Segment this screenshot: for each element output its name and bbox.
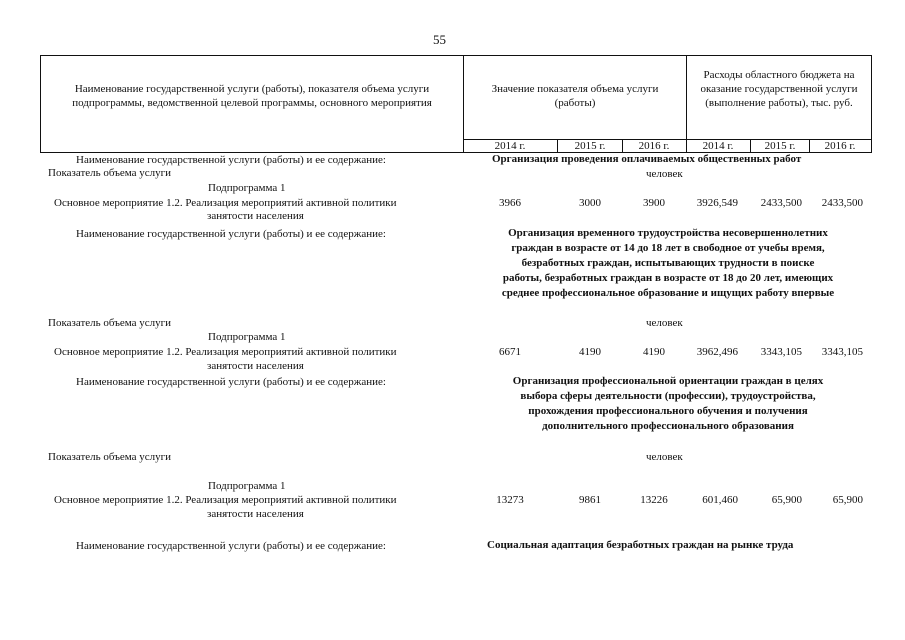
value-cell: 65,900: [771, 494, 802, 506]
value-cell: 3962,496: [696, 346, 738, 358]
page-number: 55: [433, 32, 446, 47]
value-cell: 3000: [579, 197, 601, 209]
indicator-label: Показатель объема услуги: [48, 451, 172, 463]
service-name-label: Наименование государственной услуги (работы) и ее содержание:: [76, 540, 386, 552]
value-cell: 601,460: [702, 494, 738, 506]
header-divider: [686, 55, 687, 152]
subprogram-label: Подпрограмма 1: [208, 480, 286, 492]
unit: человек: [646, 451, 683, 463]
value-cell: 65,900: [832, 494, 863, 506]
activity-label: Основное мероприятие 1.2. Реализация мероприятий активной политики: [54, 346, 397, 358]
service-name-label: Наименование государственной услуги (работы) и ее содержание:: [76, 154, 386, 166]
value-cell: 3926,549: [696, 197, 738, 209]
indicator-label: Показатель объема услуги: [48, 317, 172, 329]
year-label: 2014 г.: [702, 140, 734, 152]
activity-label-cont: занятости населения: [207, 210, 304, 222]
service-title: безработных граждан, испытывающих трудности в поиске: [521, 257, 815, 269]
service-title: граждан в возрасте от 14 до 18 лет в свободное от учебы время,: [511, 242, 825, 254]
value-cell: 2433,500: [760, 197, 802, 209]
value-cell: 13226: [640, 494, 668, 506]
activity-label-cont: занятости населения: [207, 360, 304, 372]
service-name-label: Наименование государственной услуги (работы) и ее содержание:: [76, 376, 386, 388]
value-cell: 13273: [496, 494, 524, 506]
service-title: среднее профессиональное образование и ищущих работу впервые: [501, 287, 835, 299]
header-divider: [463, 55, 464, 152]
header-col-expenses: Расходы областного бюджета на оказание государственной услуги (выполнение работы), тыс. руб.: [700, 69, 858, 109]
service-title: дополнительного профессионального образования: [542, 420, 794, 432]
service-title: прохождения профессионального обучения и получения: [528, 405, 808, 417]
service-title: Организация проведения оплачиваемых общественных работ: [492, 153, 802, 165]
indicator-label: Показатель объема услуги: [48, 167, 172, 179]
year-label: 2016 г.: [638, 140, 670, 152]
value-cell: 4190: [579, 346, 601, 358]
unit: человек: [646, 317, 683, 329]
activity-label: Основное мероприятие 1.2. Реализация мероприятий активной политики: [54, 494, 397, 506]
year-divider: [622, 139, 623, 152]
value-cell: 2433,500: [821, 197, 863, 209]
value-cell: 4190: [643, 346, 665, 358]
year-label: 2015 г.: [574, 140, 606, 152]
activity-label: Основное мероприятие 1.2. Реализация мероприятий активной политики: [54, 197, 397, 209]
service-title: выбора сферы деятельности (профессии), трудоустройства,: [520, 390, 816, 402]
service-title: Организация временного трудоустройства несовершеннолетних: [508, 227, 828, 239]
subprogram-label: Подпрограмма 1: [208, 182, 286, 194]
service-title: Социальная адаптация безработных граждан на рынке труда: [487, 539, 794, 551]
value-cell: 9861: [579, 494, 601, 506]
header-col-name: Наименование государственной услуги (работы), показателя объема услуги подпрограммы, ведомственной целевой программы, основного мероприятия: [72, 83, 432, 109]
value-cell: 3343,105: [760, 346, 802, 358]
service-name-label: Наименование государственной услуги (работы) и ее содержание:: [76, 228, 386, 240]
service-title: работы, безработных граждан в возрасте от 18 до 20 лет, имеющих: [502, 272, 834, 284]
subprogram-label: Подпрограмма 1: [208, 331, 286, 343]
header-col-volume: Значение показателя объема услуги (работы): [491, 83, 659, 109]
value-cell: 3900: [643, 197, 665, 209]
year-label: 2016 г.: [824, 140, 856, 152]
activity-label-cont: занятости населения: [207, 508, 304, 520]
value-cell: 6671: [499, 346, 521, 358]
value-cell: 3966: [499, 197, 521, 209]
year-label: 2015 г.: [764, 140, 796, 152]
unit: человек: [646, 168, 683, 180]
year-divider: [557, 139, 558, 152]
service-title: Организация профессиональной ориентации граждан в целях: [512, 375, 824, 387]
value-cell: 3343,105: [821, 346, 863, 358]
year-label: 2014 г.: [494, 140, 526, 152]
